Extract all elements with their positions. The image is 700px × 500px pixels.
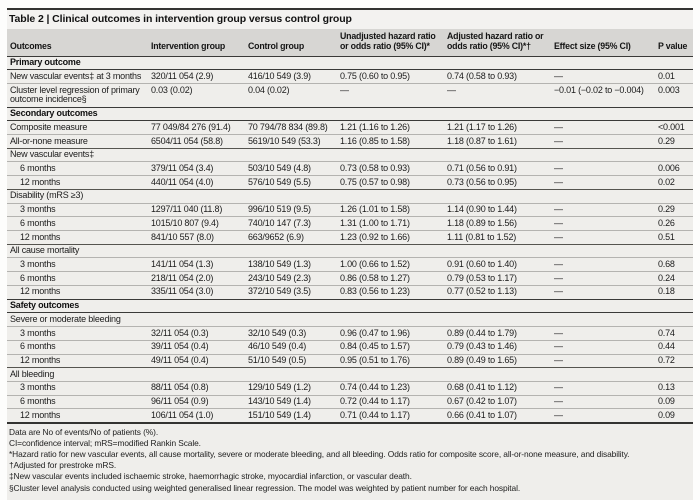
table-cell: 0.006 <box>655 162 693 176</box>
outcome-label: 6 months <box>7 162 148 176</box>
outcomes-table <box>7 29 693 424</box>
table-cell: −0.01 (−0.02 to −0.004) <box>551 84 655 107</box>
table-cell: — <box>444 84 551 107</box>
table-cell: 320/11 054 (2.9) <box>148 70 245 84</box>
group-label: Secondary outcomes <box>7 107 693 121</box>
table-cell: 0.79 (0.53 to 1.17) <box>444 272 551 286</box>
outcome-label: 3 months <box>7 381 148 395</box>
table-cell: 841/10 557 (8.0) <box>148 231 245 245</box>
table-cell: <0.001 <box>655 121 693 135</box>
outcome-label: 12 months <box>7 285 148 299</box>
data-row <box>7 203 693 217</box>
group-label: All bleeding <box>7 368 693 382</box>
group-label: Disability (mRS ≥3) <box>7 189 693 203</box>
footnote-line: Data are No of events/No of patients (%). <box>9 427 159 438</box>
footnote-line: §Cluster level analysis conducted using weighted generalised linear regression. The model was weighted by patient number for each hospital. <box>9 482 521 493</box>
table-cell: 0.24 <box>655 272 693 286</box>
column-header: Control group <box>245 29 337 56</box>
data-row <box>7 395 693 409</box>
table-cell: 0.96 (0.47 to 1.96) <box>337 327 444 341</box>
table-cell: 0.71 (0.56 to 0.91) <box>444 162 551 176</box>
table-cell: — <box>551 272 655 286</box>
section-row <box>7 56 693 70</box>
data-row <box>7 121 693 135</box>
data-row <box>7 176 693 190</box>
table-title: Table 2 | Clinical outcomes in intervention group versus control group <box>7 10 693 29</box>
outcome-label: Cluster level regression of primary outcome incidence§ <box>7 84 148 107</box>
table-cell: 77 049/84 276 (91.4) <box>148 121 245 135</box>
table-cell: 1.23 (0.92 to 1.66) <box>337 231 444 245</box>
table-header <box>7 29 693 56</box>
table-cell: 39/11 054 (0.4) <box>148 340 245 354</box>
column-header: Adjusted hazard ratio or odds ratio (95% CI)*† <box>444 29 551 56</box>
table-cell: 5619/10 549 (53.3) <box>245 135 337 149</box>
data-row <box>7 84 693 107</box>
table-cell: 0.68 (0.41 to 1.12) <box>444 381 551 395</box>
data-row <box>7 135 693 149</box>
table-cell: 32/10 549 (0.3) <box>245 327 337 341</box>
table-cell: 151/10 549 (1.4) <box>245 409 337 423</box>
table-cell: 0.89 (0.44 to 1.79) <box>444 327 551 341</box>
table-cell: 1.18 (0.87 to 1.61) <box>444 135 551 149</box>
data-row <box>7 409 693 423</box>
outcome-label: 12 months <box>7 176 148 190</box>
subsection-row <box>7 189 693 203</box>
table-cell: — <box>551 409 655 423</box>
outcome-label: 6 months <box>7 217 148 231</box>
table-cell: 372/10 549 (3.5) <box>245 285 337 299</box>
table-cell: 0.91 (0.60 to 1.40) <box>444 258 551 272</box>
outcome-label: 12 months <box>7 354 148 368</box>
outcome-label: 12 months <box>7 409 148 423</box>
table-cell: 0.02 <box>655 176 693 190</box>
table-cell: 0.73 (0.58 to 0.93) <box>337 162 444 176</box>
table-cell: — <box>551 70 655 84</box>
table-cell: 0.79 (0.43 to 1.46) <box>444 340 551 354</box>
table-cell: 0.29 <box>655 203 693 217</box>
data-row <box>7 272 693 286</box>
table-cell: 0.73 (0.56 to 0.95) <box>444 176 551 190</box>
table-cell: 1.00 (0.66 to 1.52) <box>337 258 444 272</box>
outcome-label: 6 months <box>7 272 148 286</box>
table-cell: 1.18 (0.89 to 1.56) <box>444 217 551 231</box>
table-cell: 1.16 (0.85 to 1.58) <box>337 135 444 149</box>
table-cell: 0.51 <box>655 231 693 245</box>
data-row <box>7 285 693 299</box>
subsection-row <box>7 148 693 162</box>
table-cell: 440/11 054 (4.0) <box>148 176 245 190</box>
table-cell: — <box>551 327 655 341</box>
table-cell: 335/11 054 (3.0) <box>148 285 245 299</box>
section-row <box>7 107 693 121</box>
data-row <box>7 258 693 272</box>
footnote-line: *Hazard ratio for new vascular events, all cause mortality, severe or moderate bleeding, and all bleeding. Odds ratio for composite score, all-or-none measure, and disability. <box>9 449 630 460</box>
data-row <box>7 340 693 354</box>
table-cell: 1.21 (1.17 to 1.26) <box>444 121 551 135</box>
table-cell: 138/10 549 (1.3) <box>245 258 337 272</box>
table-cell: — <box>551 258 655 272</box>
table-cell: 1297/11 040 (11.8) <box>148 203 245 217</box>
table-cell: 1.14 (0.90 to 1.44) <box>444 203 551 217</box>
table-cell: 0.26 <box>655 217 693 231</box>
table-header-row <box>7 29 693 56</box>
group-label: Severe or moderate bleeding <box>7 313 693 327</box>
table-cell: 0.71 (0.44 to 1.17) <box>337 409 444 423</box>
data-row <box>7 70 693 84</box>
table-cell: 0.68 <box>655 258 693 272</box>
table-cell: — <box>551 121 655 135</box>
table-cell: — <box>551 381 655 395</box>
table-cell: 1.21 (1.16 to 1.26) <box>337 121 444 135</box>
table-cell: 996/10 519 (9.5) <box>245 203 337 217</box>
table-cell: 0.83 (0.56 to 1.23) <box>337 285 444 299</box>
table-cell: 49/11 054 (0.4) <box>148 354 245 368</box>
table-cell: — <box>551 217 655 231</box>
outcome-label: Composite measure <box>7 121 148 135</box>
column-header: Outcomes <box>7 29 148 56</box>
table-cell: 218/11 054 (2.0) <box>148 272 245 286</box>
outcome-label: 6 months <box>7 395 148 409</box>
table-cell: 0.95 (0.51 to 1.76) <box>337 354 444 368</box>
table-cell: — <box>551 203 655 217</box>
footnotes <box>7 424 693 500</box>
table-cell: — <box>551 176 655 190</box>
outcome-label: 3 months <box>7 258 148 272</box>
table-cell: 0.13 <box>655 381 693 395</box>
table-cell: 96/11 054 (0.9) <box>148 395 245 409</box>
group-label: Safety outcomes <box>7 299 693 313</box>
group-label: Primary outcome <box>7 56 693 70</box>
table-cell: 1.26 (1.01 to 1.58) <box>337 203 444 217</box>
table-cell: 0.01 <box>655 70 693 84</box>
table-cell: 0.75 (0.60 to 0.95) <box>337 70 444 84</box>
table-cell: 0.04 (0.02) <box>245 84 337 107</box>
table-cell: 0.75 (0.57 to 0.98) <box>337 176 444 190</box>
table-cell: 0.89 (0.49 to 1.65) <box>444 354 551 368</box>
table-cell: 576/10 549 (5.5) <box>245 176 337 190</box>
table-cell: — <box>551 162 655 176</box>
table-cell: — <box>337 84 444 107</box>
table-cell: 0.66 (0.41 to 1.07) <box>444 409 551 423</box>
table-cell: 0.84 (0.45 to 1.57) <box>337 340 444 354</box>
table-cell: 106/11 054 (1.0) <box>148 409 245 423</box>
table-cell: 379/11 054 (3.4) <box>148 162 245 176</box>
table-cell: 0.86 (0.58 to 1.27) <box>337 272 444 286</box>
table-cell: 0.09 <box>655 395 693 409</box>
footnote-line: ‡New vascular events included ischaemic stroke, haemorrhagic stroke, myocardial infarction, or vascular death. <box>9 471 412 482</box>
table-cell: 0.77 (0.52 to 1.13) <box>444 285 551 299</box>
footnote-line: CI=confidence interval; mRS=modified Rankin Scale. <box>9 438 201 449</box>
table-cell: 0.44 <box>655 340 693 354</box>
table-cell: 1015/10 807 (9.4) <box>148 217 245 231</box>
outcome-label: 3 months <box>7 203 148 217</box>
table-cell: — <box>551 135 655 149</box>
column-header: Intervention group <box>148 29 245 56</box>
table-cell: 6504/11 054 (58.8) <box>148 135 245 149</box>
table-cell: 0.03 (0.02) <box>148 84 245 107</box>
data-row <box>7 327 693 341</box>
table-cell: 1.11 (0.81 to 1.52) <box>444 231 551 245</box>
table-cell: 0.003 <box>655 84 693 107</box>
outcome-label: New vascular events‡ at 3 months <box>7 70 148 84</box>
section-row <box>7 299 693 313</box>
clinical-outcomes-table-figure <box>7 8 693 500</box>
table-cell: 141/11 054 (1.3) <box>148 258 245 272</box>
table-cell: 129/10 549 (1.2) <box>245 381 337 395</box>
outcome-label: 12 months <box>7 231 148 245</box>
table-cell: 88/11 054 (0.8) <box>148 381 245 395</box>
table-cell: 51/10 549 (0.5) <box>245 354 337 368</box>
subsection-row <box>7 368 693 382</box>
data-row <box>7 231 693 245</box>
table-cell: 0.67 (0.42 to 1.07) <box>444 395 551 409</box>
table-cell: 32/11 054 (0.3) <box>148 327 245 341</box>
data-row <box>7 354 693 368</box>
table-body <box>7 56 693 423</box>
outcome-label: All-or-none measure <box>7 135 148 149</box>
footnote-line: †Adjusted for prestroke mRS. <box>9 460 117 471</box>
table-cell: 740/10 147 (7.3) <box>245 217 337 231</box>
column-header: Unadjusted hazard ratio or odds ratio (95% CI)* <box>337 29 444 56</box>
data-row <box>7 217 693 231</box>
table-cell: 663/9652 (6.9) <box>245 231 337 245</box>
data-row <box>7 381 693 395</box>
outcome-label: 3 months <box>7 327 148 341</box>
table-cell: 0.74 (0.58 to 0.93) <box>444 70 551 84</box>
table-cell: 46/10 549 (0.4) <box>245 340 337 354</box>
table-cell: — <box>551 285 655 299</box>
table-cell: 416/10 549 (3.9) <box>245 70 337 84</box>
outcome-label: 6 months <box>7 340 148 354</box>
table-cell: 0.74 <box>655 327 693 341</box>
column-header: P value <box>655 29 693 56</box>
table-cell: 143/10 549 (1.4) <box>245 395 337 409</box>
subsection-row <box>7 244 693 258</box>
table-cell: 503/10 549 (4.8) <box>245 162 337 176</box>
group-label: New vascular events‡ <box>7 148 693 162</box>
table-cell: 70 794/78 834 (89.8) <box>245 121 337 135</box>
table-cell: — <box>551 354 655 368</box>
table-cell: 0.09 <box>655 409 693 423</box>
table-cell: 0.74 (0.44 to 1.23) <box>337 381 444 395</box>
data-row <box>7 162 693 176</box>
table-cell: 1.31 (1.00 to 1.71) <box>337 217 444 231</box>
table-cell: 0.29 <box>655 135 693 149</box>
column-header: Effect size (95% CI) <box>551 29 655 56</box>
table-cell: — <box>551 395 655 409</box>
table-cell: — <box>551 231 655 245</box>
table-cell: 243/10 549 (2.3) <box>245 272 337 286</box>
subsection-row <box>7 313 693 327</box>
table-cell: 0.72 (0.44 to 1.17) <box>337 395 444 409</box>
table-cell: 0.72 <box>655 354 693 368</box>
group-label: All cause mortality <box>7 244 693 258</box>
table-cell: — <box>551 340 655 354</box>
table-cell: 0.18 <box>655 285 693 299</box>
